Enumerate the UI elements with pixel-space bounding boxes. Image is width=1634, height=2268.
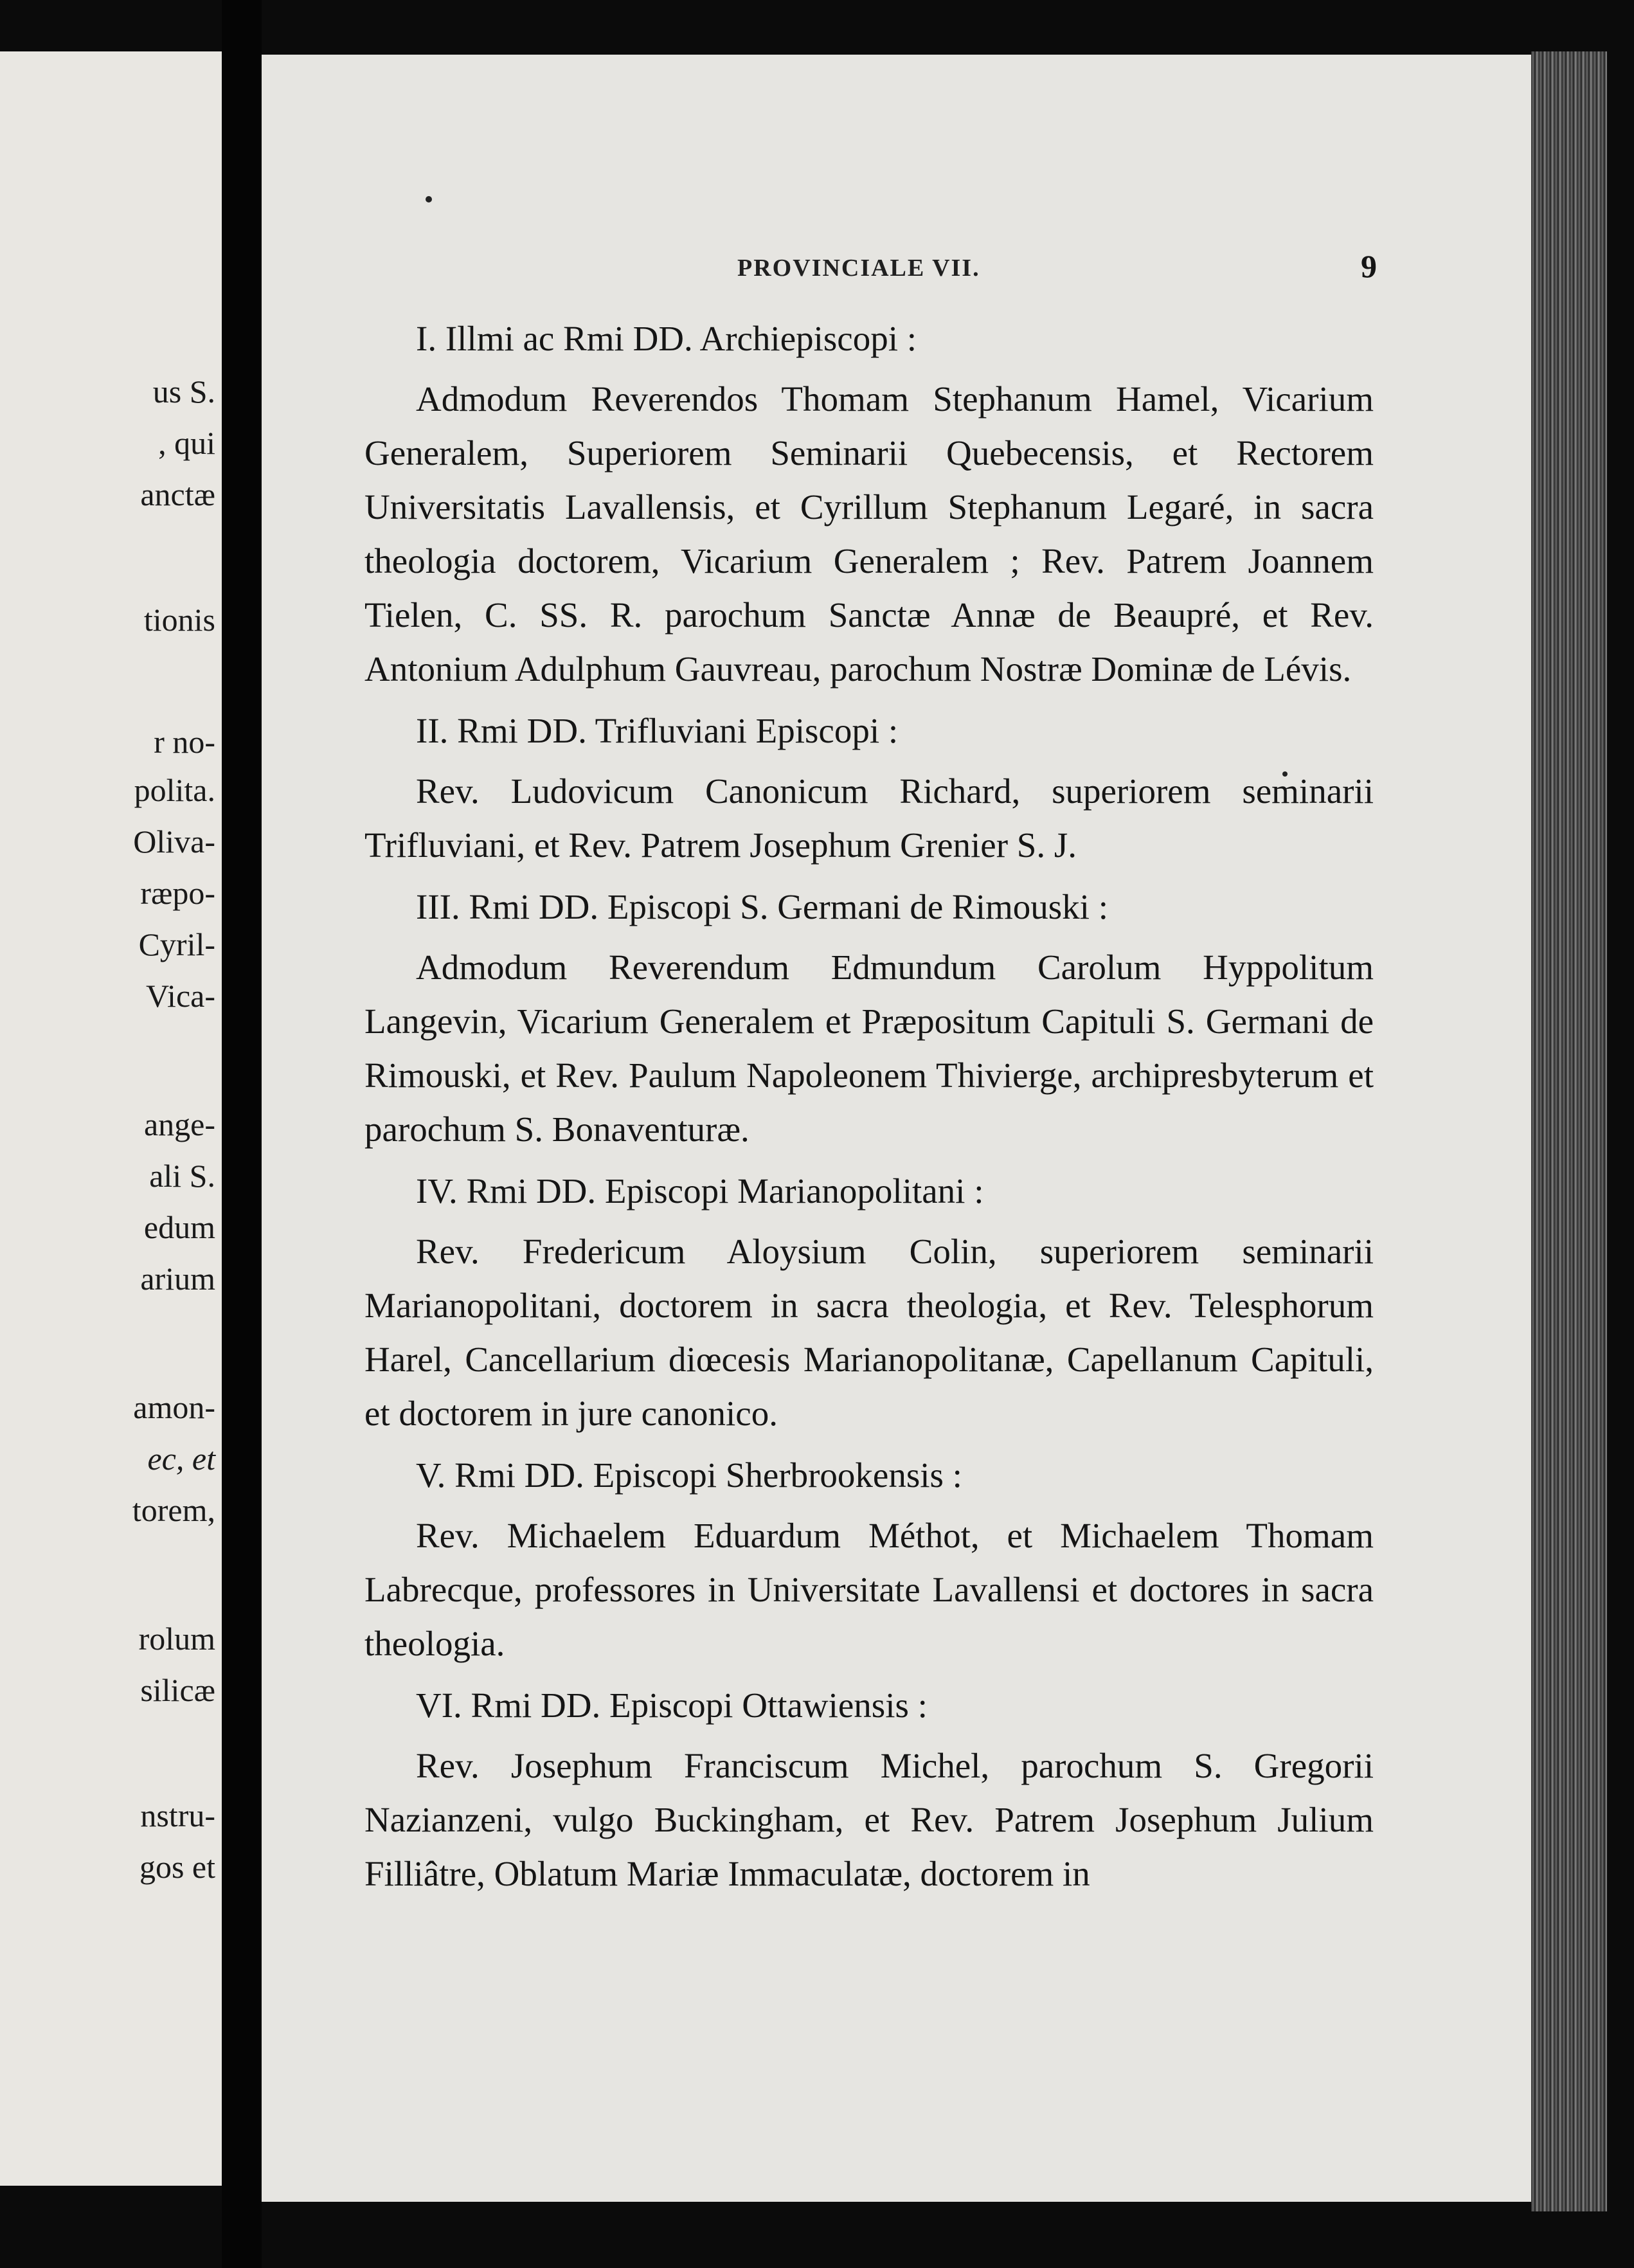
section-heading-1: I. Illmi ac Rmi DD. Archiepiscopi :: [416, 319, 917, 358]
left-page-line: edum: [143, 1209, 215, 1245]
left-page-line: us S.: [152, 374, 215, 410]
left-page-line: silicæ: [140, 1672, 215, 1708]
left-page-line: gos et: [139, 1849, 215, 1885]
left-facing-page-fragment: [0, 51, 222, 2186]
section-text-2: Rev. Ludovicum Canonicum Richard, superiorem seminarii Trifluviani, et Rev. Patrem Josephum Grenier S. J.: [364, 771, 1374, 865]
left-page-line: amon-: [133, 1389, 215, 1425]
book-gutter: [222, 0, 262, 2268]
page-header: [262, 248, 1531, 299]
section-heading-2: II. Rmi DD. Trifluviani Episcopi :: [416, 711, 899, 750]
left-page-line: tionis: [143, 602, 215, 638]
dust-speck: [426, 196, 432, 203]
left-page-line: Cyril-: [138, 926, 215, 962]
section-heading-6: VI. Rmi DD. Episcopi Ottawiensis :: [416, 1686, 928, 1725]
body-text: [364, 312, 1374, 1909]
left-page-line: polita.: [134, 772, 215, 808]
left-page-line: anctæ: [140, 476, 215, 512]
left-page-line: Oliva-: [133, 824, 215, 860]
left-page-line: rolum: [138, 1621, 215, 1657]
page-block-edge: [1531, 51, 1607, 2211]
section-text-5: Rev. Michaelem Eduardum Méthot, et Michaelem Thomam Labrecque, professores in Universitate Lavallensi et doctores in sacra theologia.: [364, 1516, 1374, 1663]
section-heading-4: IV. Rmi DD. Episcopi Marianopolitani :: [416, 1171, 984, 1210]
left-page-line: nstru-: [140, 1797, 215, 1833]
section-text-3: Admodum Reverendum Edmundum Carolum Hyppolitum Langevin, Vicarium Generalem et Præpositum Capituli S. Germani de Rimouski, et Rev. Paulum Napoleonem Thivierge, archipresbyterum et parochum S. Bonaventuræ.: [364, 948, 1374, 1149]
left-page-line: Vica-: [145, 978, 215, 1014]
section-text-4: Rev. Fredericum Aloysium Colin, superiorem seminarii Marianopolitani, doctorem in sacra theologia, et Rev. Telesphorum Harel, Cancellarium diœcesis Marianopolitanæ, Capellanum Capituli, et doctorem in jure canonico.: [364, 1232, 1374, 1433]
section-text-6: Rev. Josephum Franciscum Michel, parochum S. Gregorii Nazianzeni, vulgo Buckingham, et Rev. Patrem Josephum Julium Filliâtre, Oblatum Mariæ Immaculatæ, doctorem in: [364, 1746, 1374, 1893]
left-page-line: ræpo-: [140, 875, 215, 911]
left-page-line: r no-: [154, 724, 215, 760]
main-page: [262, 55, 1531, 2202]
section-heading-5: V. Rmi DD. Episcopi Sherbrookensis :: [416, 1455, 962, 1495]
left-page-line: torem,: [132, 1492, 215, 1528]
left-page-line: ali S.: [149, 1158, 215, 1194]
running-head: PROVINCIALE VII.: [737, 255, 980, 282]
section-heading-3: III. Rmi DD. Episcopi S. Germani de Rimouski :: [416, 887, 1108, 926]
left-page-line: , qui: [158, 425, 215, 461]
page-number: 9: [1361, 248, 1377, 284]
left-page-line: ec, et: [147, 1441, 215, 1477]
left-page-line: ange-: [143, 1106, 215, 1142]
left-page-line: arium: [140, 1261, 215, 1297]
section-text-1: Admodum Reverendos Thomam Stephanum Hamel, Vicarium Generalem, Superiorem Seminarii Quebecensis, et Rectorem Universitatis Lavallensis, et Cyrillum Stephanum Legaré, in sacra theologia doctorem, Vicarium Generalem ; Rev. Patrem Joannem Tielen, C. SS. R. parochum Sanctæ Annæ de Beaupré, et Rev. Antonium Adulphum Gauvreau, parochum Nostræ Dominæ de Lévis.: [364, 379, 1374, 688]
